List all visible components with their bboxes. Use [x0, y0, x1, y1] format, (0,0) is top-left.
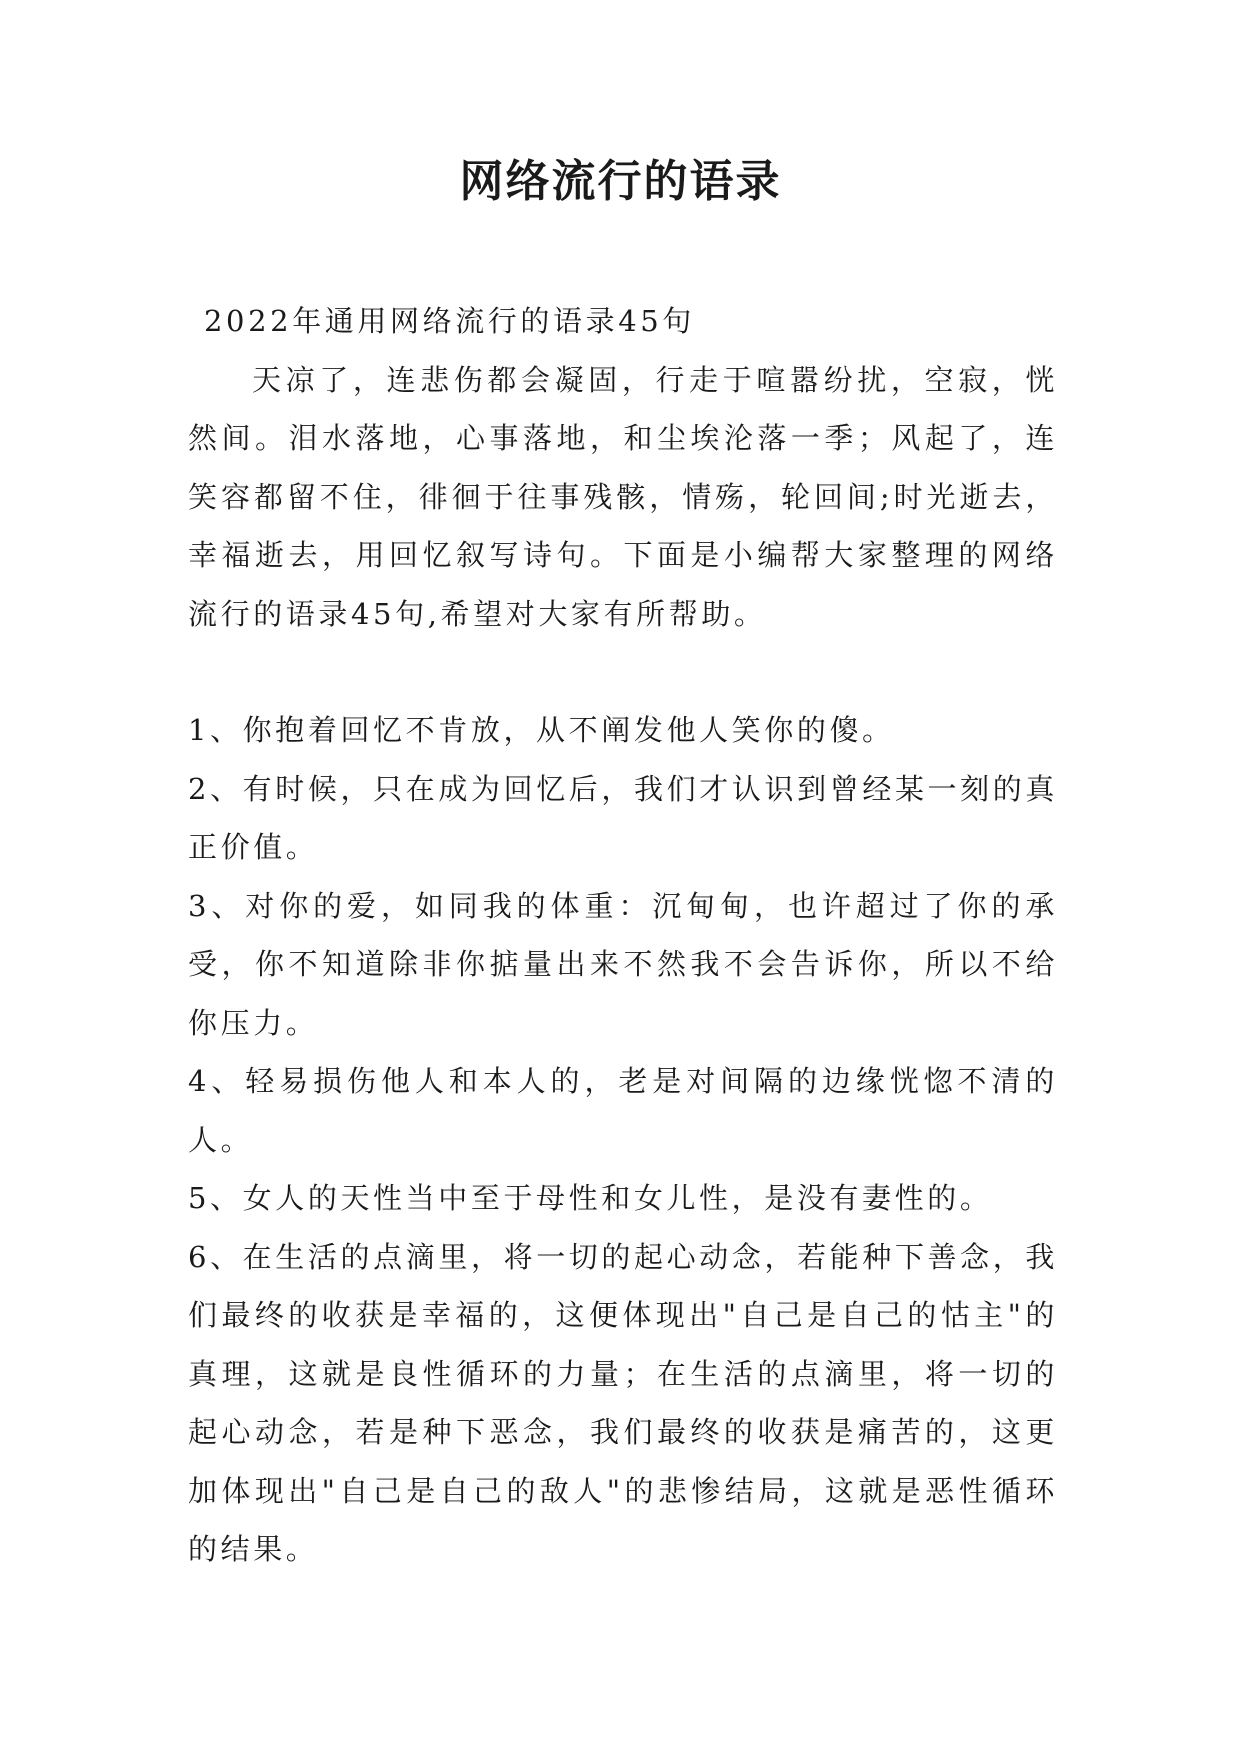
quote-item-5: 5、女人的天性当中至于母性和女儿性，是没有妻性的。	[188, 1181, 993, 1215]
quote-list	[188, 701, 1058, 1579]
intro-paragraph: 天凉了，连悲伤都会凝固，行走于喧嚣纷扰，空寂，恍然间。泪水落地，心事落地，和尘埃沦落一季；风起了，连笑容都留不住，徘徊于往事残骸，情殇，轮回间;时光逝去，幸福逝去，用回忆叙写诗句。下面是小编帮大家整理的网络流行的语录45句,希望对大家有所帮助。	[188, 362, 1058, 631]
quote-item-2: 2、有时候，只在成为回忆后，我们才认识到曾经某一刻的真正价值。	[188, 771, 1058, 864]
quote-item-4: 4、轻易损伤他人和本人的，老是对间隔的边缘恍惚不清的人。	[188, 1064, 1058, 1157]
quote-item-6: 6、在生活的点滴里，将一切的起心动念，若能种下善念，我们最终的收获是幸福的，这便体现出"自己是自己的怙主"的真理，这就是良性循环的力量；在生活的点滴里，将一切的起心动念，若是种下恶念，我们最终的收获是痛苦的，这更加体现出"自己是自己的敌人"的悲惨结局，这就是恶性循环的结果。	[188, 1239, 1058, 1566]
quote-item-1: 1、你抱着回忆不肯放，从不阐发他人笑你的傻。	[188, 713, 895, 747]
document-body	[188, 292, 1058, 1579]
quote-item-3: 3、对你的爱，如同我的体重：沉甸甸，也许超过了你的承受，你不知道除非你掂量出来不然我不会告诉你，所以不给你压力。	[188, 888, 1058, 1040]
document-title: 网络流行的语录	[459, 156, 782, 207]
document-subtitle: 2022年通用网络流行的语录45句	[204, 304, 695, 338]
